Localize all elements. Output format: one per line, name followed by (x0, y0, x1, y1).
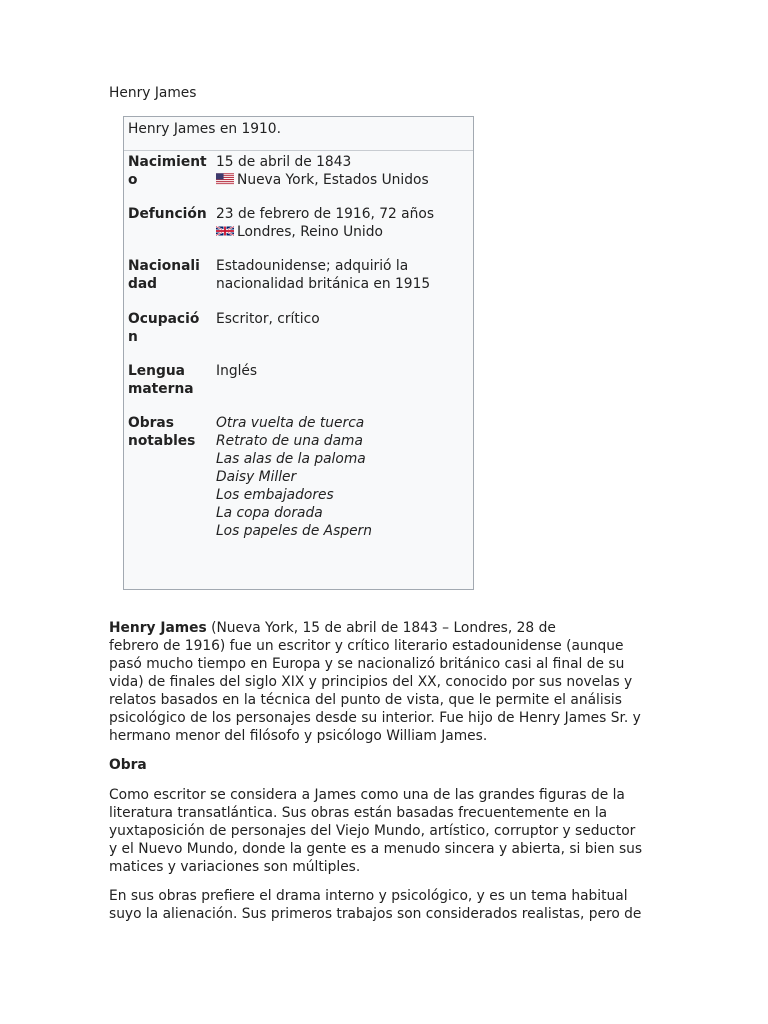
birth-date: 15 de abril de 1843 (216, 154, 352, 170)
work-link[interactable]: La copa dorada (216, 505, 323, 521)
obra-line: literatura transatlántica. Sus obras están basadas frecuentemente en la (109, 805, 608, 821)
work-link[interactable]: Daisy Miller (216, 469, 297, 485)
uk-flag-icon (216, 225, 234, 237)
infobox-caption: Henry James en 1910. (124, 117, 473, 151)
obra-line: matices y variaciones son múltiples. (109, 859, 361, 875)
intro-subject: Henry James (109, 620, 207, 636)
intro-line: vida) de finales del siglo XIX y principios del XX, conocido por sus novelas y (109, 674, 633, 690)
language-text: Inglés (216, 363, 258, 379)
infobox-value-occupation (216, 310, 471, 328)
obra-line: yuxtaposición de personajes del Viejo Mundo, artístico, corruptor y seductor (109, 823, 636, 839)
intro-text: (Nueva York, 15 de abril de 1843 – Londres, 28 de (206, 620, 556, 636)
occupation-text: Escritor, crítico (216, 311, 320, 327)
obra-paragraph (109, 786, 669, 876)
work-link[interactable]: Retrato de una dama (216, 433, 363, 449)
work-link[interactable]: Los embajadores (216, 487, 334, 503)
infobox-value-language (216, 362, 471, 380)
intro-line: hermano menor del filósofo y psicólogo William James. (109, 728, 488, 744)
infobox-value-works (216, 414, 471, 540)
infobox-value-death (216, 205, 471, 241)
intro-paragraph (109, 619, 669, 745)
intro-line (109, 619, 669, 637)
infobox (123, 116, 474, 590)
nationality-line-1: Estadounidense; adquirió la (216, 258, 409, 274)
themes-line: En sus obras prefiere el drama interno y psicológico, y es un tema habitual (109, 888, 628, 904)
infobox-label-occupation: Ocupación (128, 311, 200, 345)
infobox-value-nationality (216, 257, 471, 293)
work-link[interactable]: Otra vuelta de tuerca (216, 415, 365, 431)
intro-line: febrero de 1916) fue un escritor y crítico literario estadounidense (aunque (109, 638, 624, 654)
obra-line: y el Nuevo Mundo, donde la gente es a menudo sincera y abierta, si bien sus (109, 841, 643, 857)
infobox-label-nationality: Nacionalidad (128, 258, 200, 292)
themes-line: suyo la alienación. Sus primeros trabajos son considerados realistas, pero de (109, 906, 642, 922)
infobox-label-works: Obras notables (128, 415, 196, 449)
us-flag-icon (216, 173, 234, 185)
nationality-line-2: nacionalidad británica en 1915 (216, 276, 431, 292)
work-link[interactable]: Las alas de la paloma (216, 451, 366, 467)
death-date: 23 de febrero de 1916, 72 años (216, 206, 435, 222)
intro-line: relatos basados en la técnica del punto de vista, que le permite el análisis (109, 692, 622, 708)
work-link[interactable]: Los papeles de Aspern (216, 523, 372, 539)
section-heading-obra: Obra (109, 757, 147, 773)
infobox-label-birth: Nacimiento (128, 154, 207, 188)
birth-place-text: Nueva York, Estados Unidos (237, 172, 429, 188)
infobox-label-death: Defunción (128, 206, 207, 222)
intro-line: psicológico de los personajes desde su interior. Fue hijo de Henry James Sr. y (109, 710, 641, 726)
intro-line: pasó mucho tiempo en Europa y se nacionalizó británico casi al final de su (109, 656, 625, 672)
obra-line: Como escritor se considera a James como una de las grandes figuras de la (109, 787, 625, 803)
death-place (216, 223, 471, 241)
infobox-label-language: Lengua materna (128, 363, 194, 397)
death-place-text: Londres, Reino Unido (237, 224, 383, 240)
infobox-value-birth (216, 153, 471, 189)
birth-place (216, 171, 471, 189)
page-title: Henry James (109, 85, 197, 101)
themes-paragraph (109, 887, 669, 923)
